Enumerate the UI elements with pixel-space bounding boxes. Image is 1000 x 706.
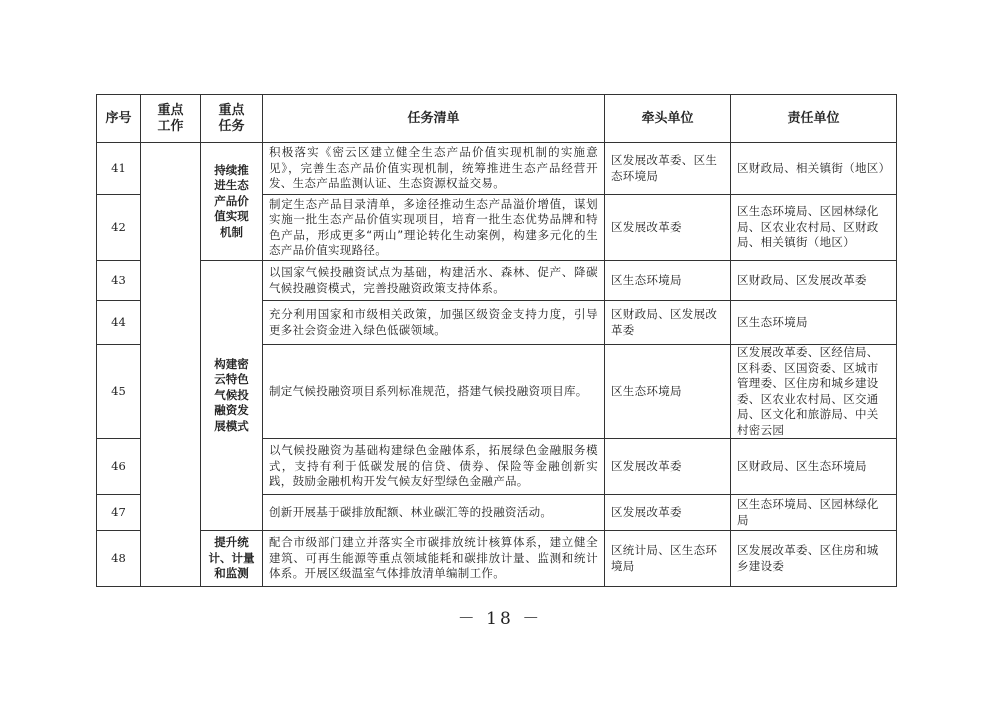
row-number: 44 xyxy=(97,301,141,345)
responsible-unit: 区生态环境局、区园林绿化局 xyxy=(731,495,897,531)
row-number: 43 xyxy=(97,261,141,301)
lead-unit: 区发展改革委、区生态环境局 xyxy=(605,143,731,195)
lead-unit: 区发展改革委 xyxy=(605,439,731,495)
lead-unit: 区生态环境局 xyxy=(605,261,731,301)
header-key-work: 重点 工作 xyxy=(141,95,201,143)
lead-unit: 区统计局、区生态环境局 xyxy=(605,531,731,587)
responsible-unit: 区发展改革委、区住房和城乡建设委 xyxy=(731,531,897,587)
responsible-unit: 区财政局、区发展改革委 xyxy=(731,261,897,301)
table-header-row xyxy=(97,95,897,143)
task-text: 以气候投融资为基础构建绿色金融体系，拓展绿色金融服务模式，支持有利于低碳发展的信贷、债券、保险等金融创新实践，鼓励金融机构开发气候友好型绿色金融产品。 xyxy=(263,439,605,495)
responsible-unit: 区发展改革委、区经信局、区科委、区国资委、区城市管理委、区住房和城乡建设委、区农业农村局、区交通局、区文化和旅游局、中关村密云园 xyxy=(731,345,897,439)
lead-unit: 区财政局、区发展改革委 xyxy=(605,301,731,345)
row-number: 46 xyxy=(97,439,141,495)
responsible-unit: 区财政局、区生态环境局 xyxy=(731,439,897,495)
lead-unit: 区发展改革委 xyxy=(605,495,731,531)
task-text: 充分利用国家和市级相关政策，加强区级资金支持力度，引导更多社会资金进入绿色低碳领域。 xyxy=(263,301,605,345)
task-table xyxy=(96,94,897,587)
task-text: 制定生态产品目录清单，多途径推动生态产品溢价增值，谋划实施一批生态产品价值实现项目，培育一批生态优势品牌和特色产品，形成更多“两山”理论转化生动案例，构建多元化的生态产品价值实现路径。 xyxy=(263,195,605,261)
row-number: 42 xyxy=(97,195,141,261)
lead-unit: 区发展改革委 xyxy=(605,195,731,261)
task-text: 创新开展基于碳排放配额、林业碳汇等的投融资活动。 xyxy=(263,495,605,531)
task-text: 积极落实《密云区建立健全生态产品价值实现机制的实施意见》，完善生态产品价值实现机制，统筹推进生态产品经营开发、生态产品监测认证、生态资源权益交易。 xyxy=(263,143,605,195)
header-task-list: 任务清单 xyxy=(263,95,605,143)
header-seq: 序号 xyxy=(97,95,141,143)
key-work-cell xyxy=(141,143,201,587)
row-number: 45 xyxy=(97,345,141,439)
row-number: 47 xyxy=(97,495,141,531)
task-text: 配合市级部门建立并落实全市碳排放统计核算体系，建立健全建筑、可再生能源等重点领域能耗和碳排放计量、监测和统计体系。开展区级温室气体排放清单编制工作。 xyxy=(263,531,605,587)
header-responsible-unit: 责任单位 xyxy=(731,95,897,143)
key-task-cell: 构建密 云特色 气候投 融资发 展模式 xyxy=(201,261,263,531)
key-task-cell: 持续推 进生态 产品价 值实现 机制 xyxy=(201,143,263,261)
responsible-unit: 区财政局、相关镇街（地区） xyxy=(731,143,897,195)
table-row xyxy=(97,143,897,195)
row-number: 48 xyxy=(97,531,141,587)
row-number: 41 xyxy=(97,143,141,195)
header-key-task: 重点 任务 xyxy=(201,95,263,143)
key-task-cell: 提升统 计、计量 和监测 xyxy=(201,531,263,587)
page-number: － 18 － xyxy=(457,609,543,629)
task-text: 以国家气候投融资试点为基础，构建活水、森林、促产、降碳气候投融资模式，完善投融资政策支持体系。 xyxy=(263,261,605,301)
task-text: 制定气候投融资项目系列标准规范，搭建气候投融资项目库。 xyxy=(263,345,605,439)
table-row xyxy=(97,531,897,587)
responsible-unit: 区生态环境局、区园林绿化局、区农业农村局、区财政局、相关镇街（地区） xyxy=(731,195,897,261)
table-row xyxy=(97,261,897,301)
lead-unit: 区生态环境局 xyxy=(605,345,731,439)
header-lead-unit: 牵头单位 xyxy=(605,95,731,143)
responsible-unit: 区生态环境局 xyxy=(731,301,897,345)
